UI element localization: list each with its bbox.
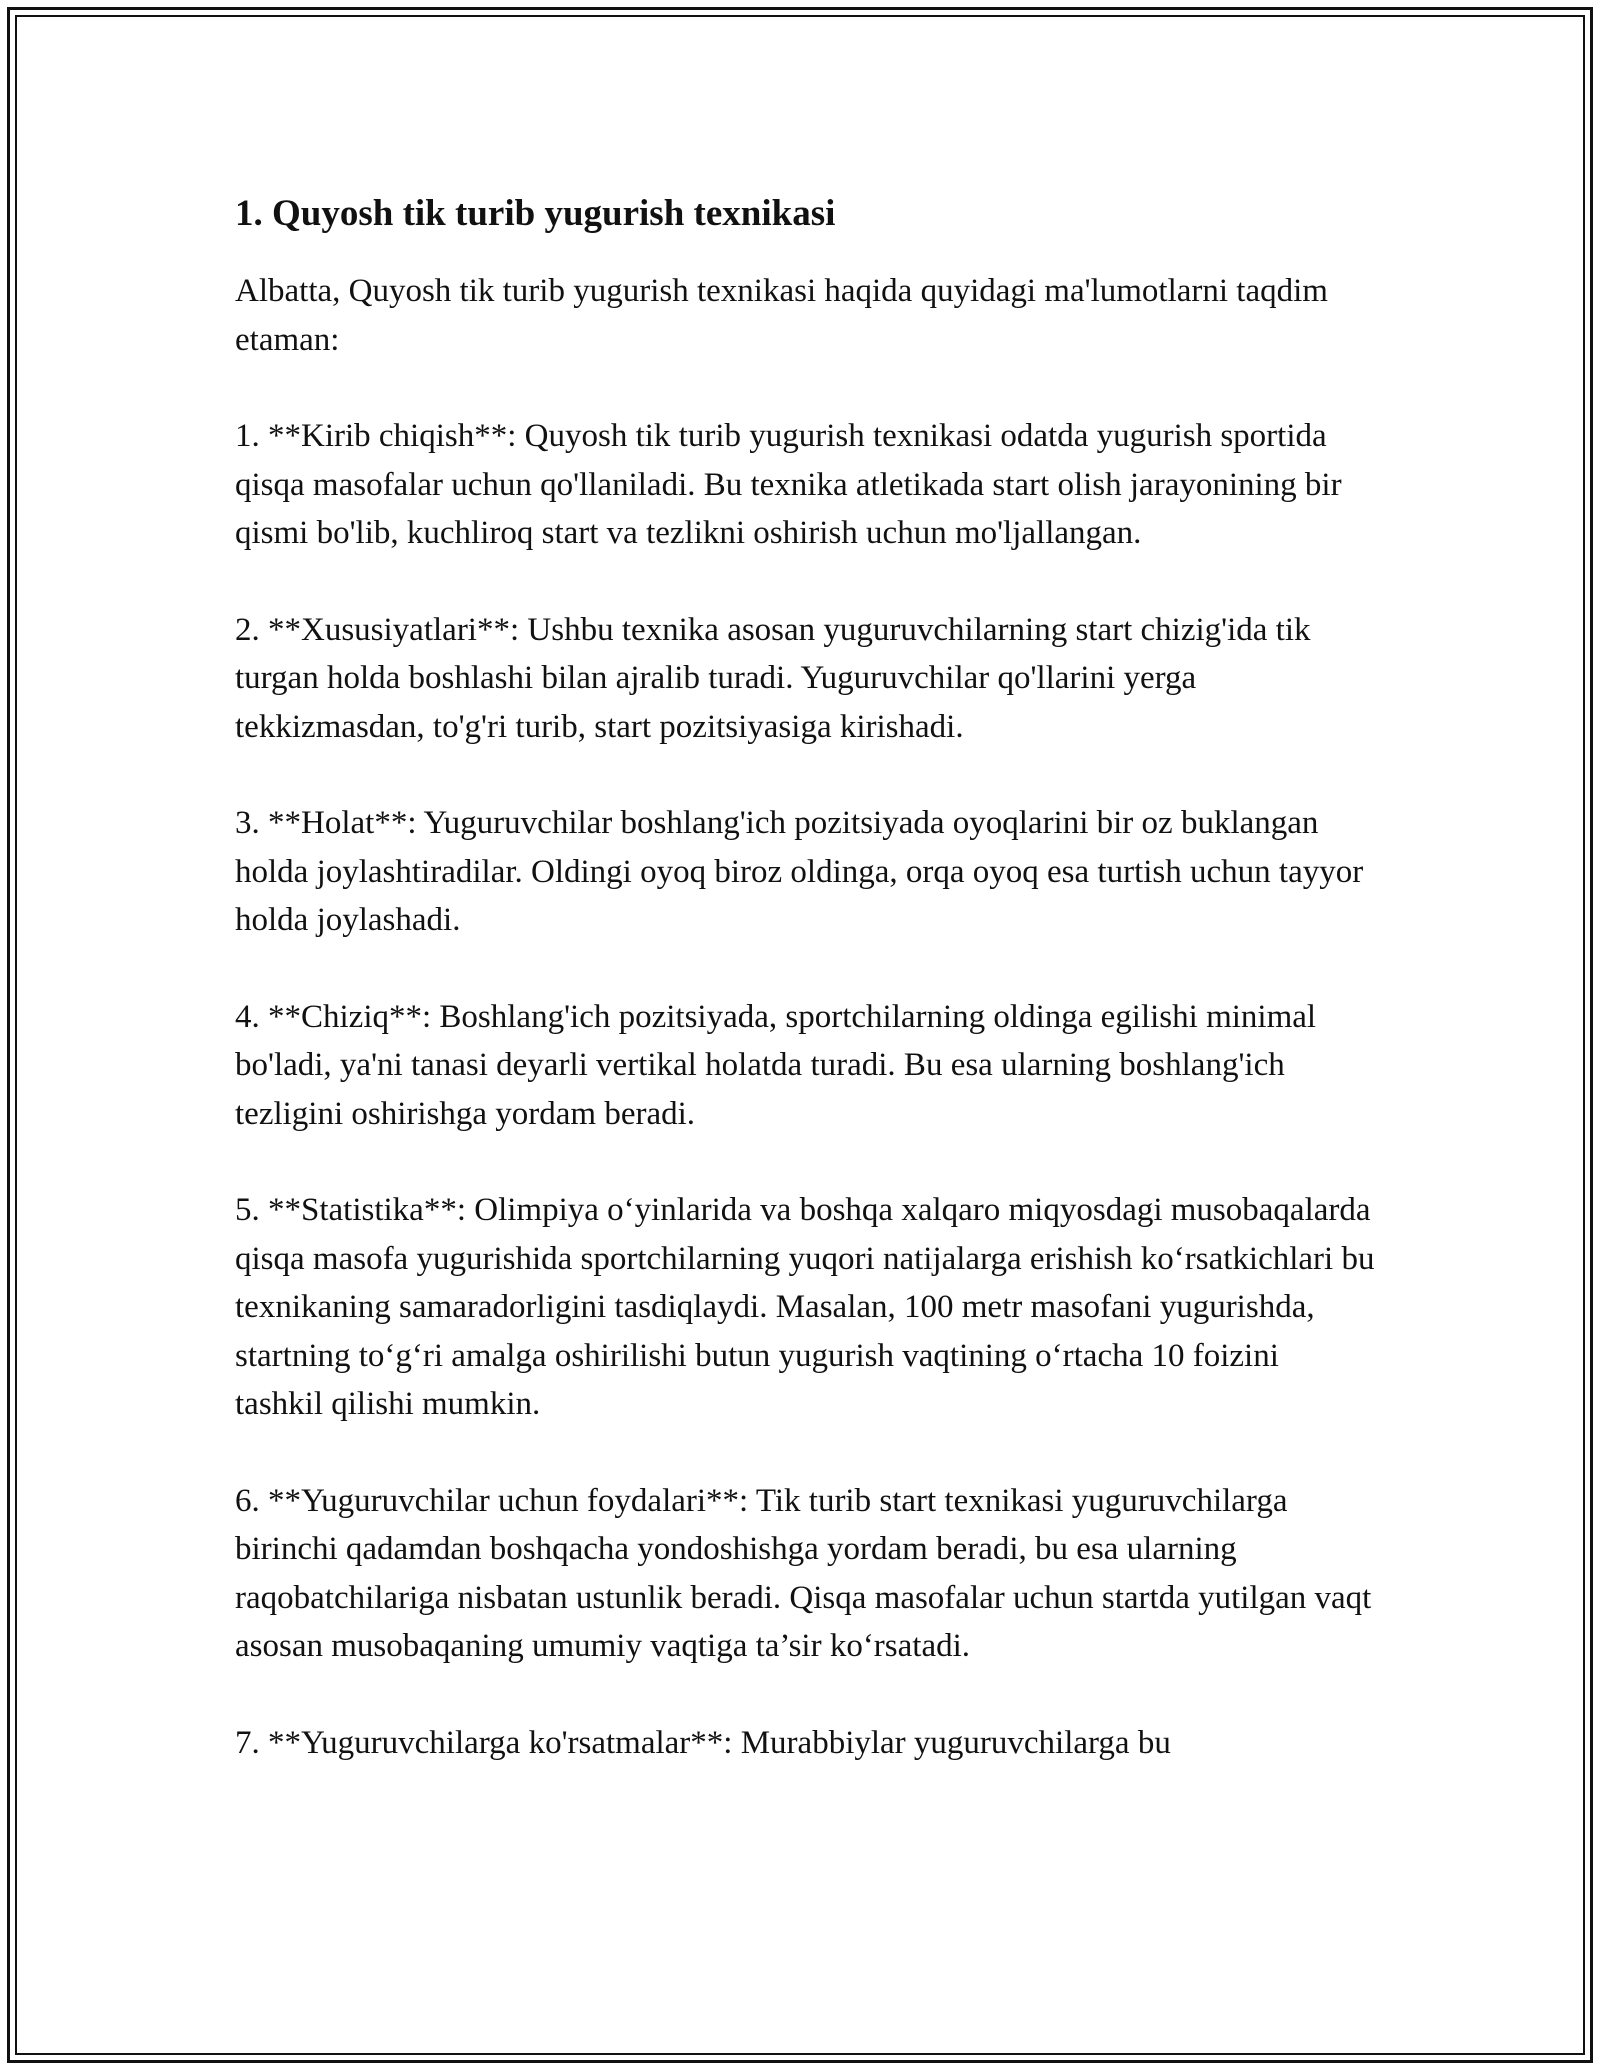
document-body [235, 185, 1375, 1767]
paragraph-4: 4. **Chiziq**: Boshlang'ich pozitsiyada, sportchilarning oldinga egilishi minimal bo'ladi, ya'ni tanasi deyarli vertikal holatda turadi. Bu esa ularning boshlang'ich tezligini oshirishga yordam beradi. [235, 998, 1317, 1132]
paragraph-5: 5. **Statistika**: Olimpiya o‘yinlarida va boshqa xalqaro miqyosdagi musobaqalarda qisqa masofa yugurishida sportchilarning yuqori natijalarga erishish ko‘rsatkichlari bu texnikaning samaradorligini tasdiqlaydi. Masalan, 100 metr masofani yugurishda, startning to‘g‘ri amalga oshirilishi butun yugurish vaqtining o‘rtacha 10 foizini tashkil qilishi mumkin. [235, 1192, 1375, 1422]
paragraph-2: 2. **Xususiyatlari**: Ushbu texnika asosan yuguruvchilarning start chizig'ida tik turgan holda boshlashi bilan ajralib turadi. Yuguruvchilar qo'llarini yerga tekkizmasdan, to'g'ri turib, start pozitsiyasiga kirishadi. [235, 611, 1311, 745]
paragraph-3: 3. **Holat**: Yuguruvchilar boshlang'ich pozitsiyada oyoqlarini bir oz buklangan holda joylashtiradilar. Oldingi oyoq biroz oldinga, orqa oyoq esa turtish uchun tayyor holda joylashadi. [235, 805, 1364, 938]
paragraph-7: 7. **Yuguruvchilarga ko'rsatmalar**: Murabbiylar yuguruvchilarga bu [235, 1724, 1171, 1761]
paragraph-6: 6. **Yuguruvchilar uchun foydalari**: Tik turib start texnikasi yuguruvchilarga birinchi qadamdan boshqacha yondoshishga yordam beradi, bu esa ularning raqobatchilariga nisbatan ustunlik beradi. Qisqa masofalar uchun startda yutilgan vaqt asosan musobaqaning umumiy vaqtiga ta’sir ko‘rsatadi. [235, 1482, 1372, 1664]
document-title: 1. Quyosh tik turib yugurish texnikasi [235, 193, 836, 234]
intro-paragraph: Albatta, Quyosh tik turib yugurish texnikasi haqida quyidagi ma'lumotlarni taqdim etaman: [235, 273, 1328, 358]
paragraph-1: 1. **Kirib chiqish**: Quyosh tik turib yugurish texnikasi odatda yugurish sportida qisqa masofalar uchun qo'llaniladi. Bu texnika atletikada start olish jarayonining bir qismi bo'lib, kuchliroq start va tezlikni oshirish uchun mo'ljallangan. [235, 418, 1342, 551]
